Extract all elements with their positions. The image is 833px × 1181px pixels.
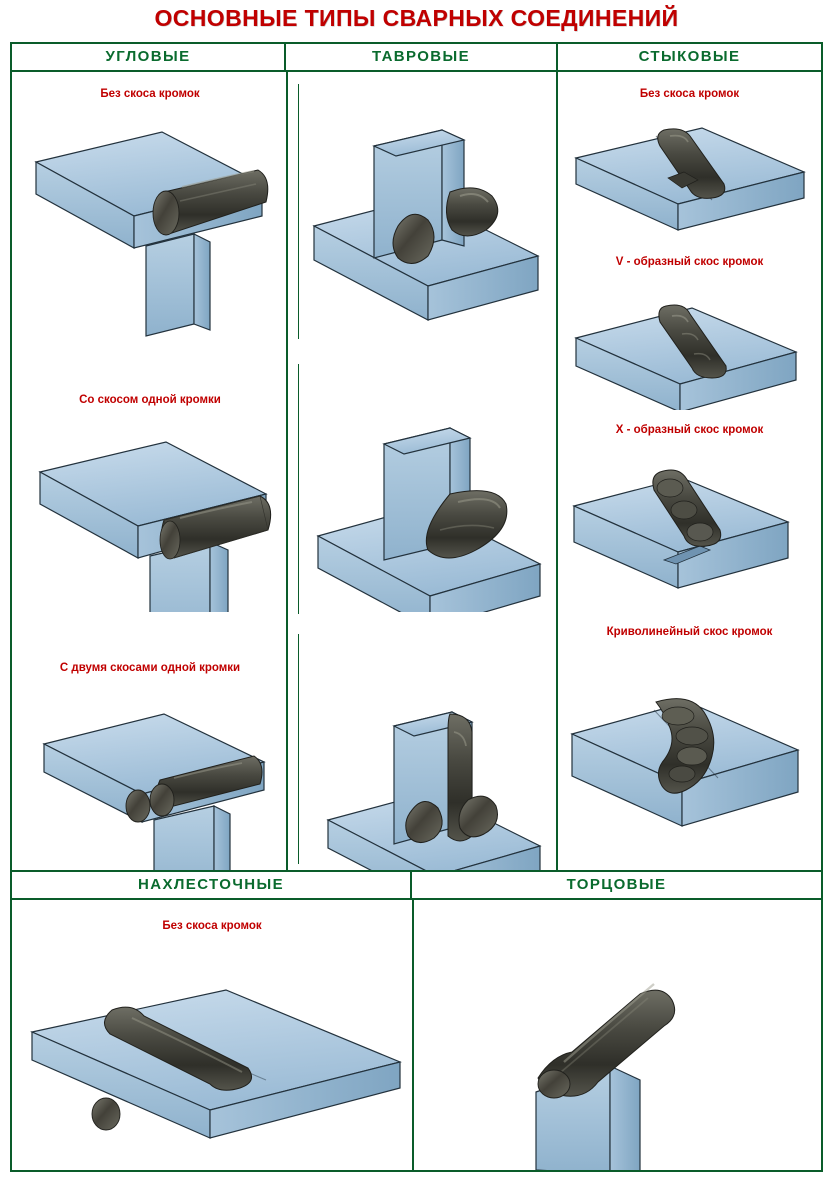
- cell-nahlestochnye-1-label: Без скоса кромок: [162, 920, 262, 932]
- cell-stykovye-4: [560, 594, 819, 870]
- illustration-corner-single-bevel: [14, 344, 286, 612]
- cell-uglovye-3-label: С двумя скосами одной кромки: [59, 662, 241, 674]
- page-title: ОСНОВНЫЕ ТИПЫ СВАРНЫХ СОЕДИНЕНИЙ: [154, 5, 679, 31]
- column-header-torcovye-label: ТОРЦОВЫЕ: [566, 876, 667, 893]
- cell-uglovye-3: [14, 614, 286, 870]
- divider-vertical-1: [286, 72, 288, 870]
- cell-stykovye-1: [560, 74, 819, 242]
- illustration-corner-double-bevel: [14, 614, 286, 870]
- cell-uglovye-1-label: Без скоса кромок: [100, 88, 200, 100]
- cell-nahlestochnye-1: [14, 902, 410, 1170]
- cell-stykovye-2: [560, 242, 819, 410]
- divider-inner-2: [298, 364, 299, 614]
- column-header-nahlestochnye: [12, 872, 412, 900]
- illustration-lap-joint: [14, 902, 410, 1170]
- column-header-tavrovye-label: ТАВРОВЫЕ: [371, 48, 471, 65]
- cell-uglovye-2: [14, 344, 286, 612]
- column-header-nahlestochnye-label: НАХЛЕСТОЧНЫЕ: [138, 876, 284, 893]
- cell-stykovye-1-label: Без скоса кромок: [639, 88, 740, 100]
- cell-tavrovye-3: [300, 614, 556, 870]
- divider-inner-3: [298, 634, 299, 864]
- cell-stykovye-3: [560, 410, 819, 594]
- divider-vertical-2: [556, 72, 558, 870]
- illustration-tee-single-bevel: [300, 344, 556, 612]
- cell-stykovye-2-label: V - образный скос кромок: [615, 256, 764, 268]
- column-header-stykovye-label: СТЫКОВЫЕ: [638, 48, 741, 65]
- cell-stykovye-3-label: X - образный скос кромок: [615, 424, 764, 436]
- cell-uglovye-1: [14, 74, 286, 342]
- column-header-tavrovye: [286, 44, 558, 72]
- illustration-butt-x-bevel: [560, 410, 819, 594]
- illustration-tee-double-bevel: [300, 614, 556, 870]
- column-header-uglovye-label: УГЛОВЫЕ: [105, 48, 191, 65]
- column-header-stykovye: [558, 44, 821, 72]
- cell-tavrovye-1: [300, 74, 556, 342]
- divider-inner-1: [298, 84, 299, 339]
- cell-tavrovye-2: [300, 344, 556, 612]
- cell-stykovye-4-label: Криволинейный скос кромок: [606, 626, 773, 638]
- illustration-tee-no-bevel: [300, 74, 556, 342]
- poster-grid: [10, 42, 823, 1172]
- column-header-torcovye: [412, 872, 821, 900]
- cell-torcovye-1: [414, 902, 819, 1170]
- illustration-corner-no-bevel: [14, 74, 286, 342]
- cell-uglovye-2-label: Со скосом одной кромки: [79, 394, 221, 406]
- column-header-uglovye: [12, 44, 286, 72]
- illustration-edge-joint: [414, 902, 819, 1170]
